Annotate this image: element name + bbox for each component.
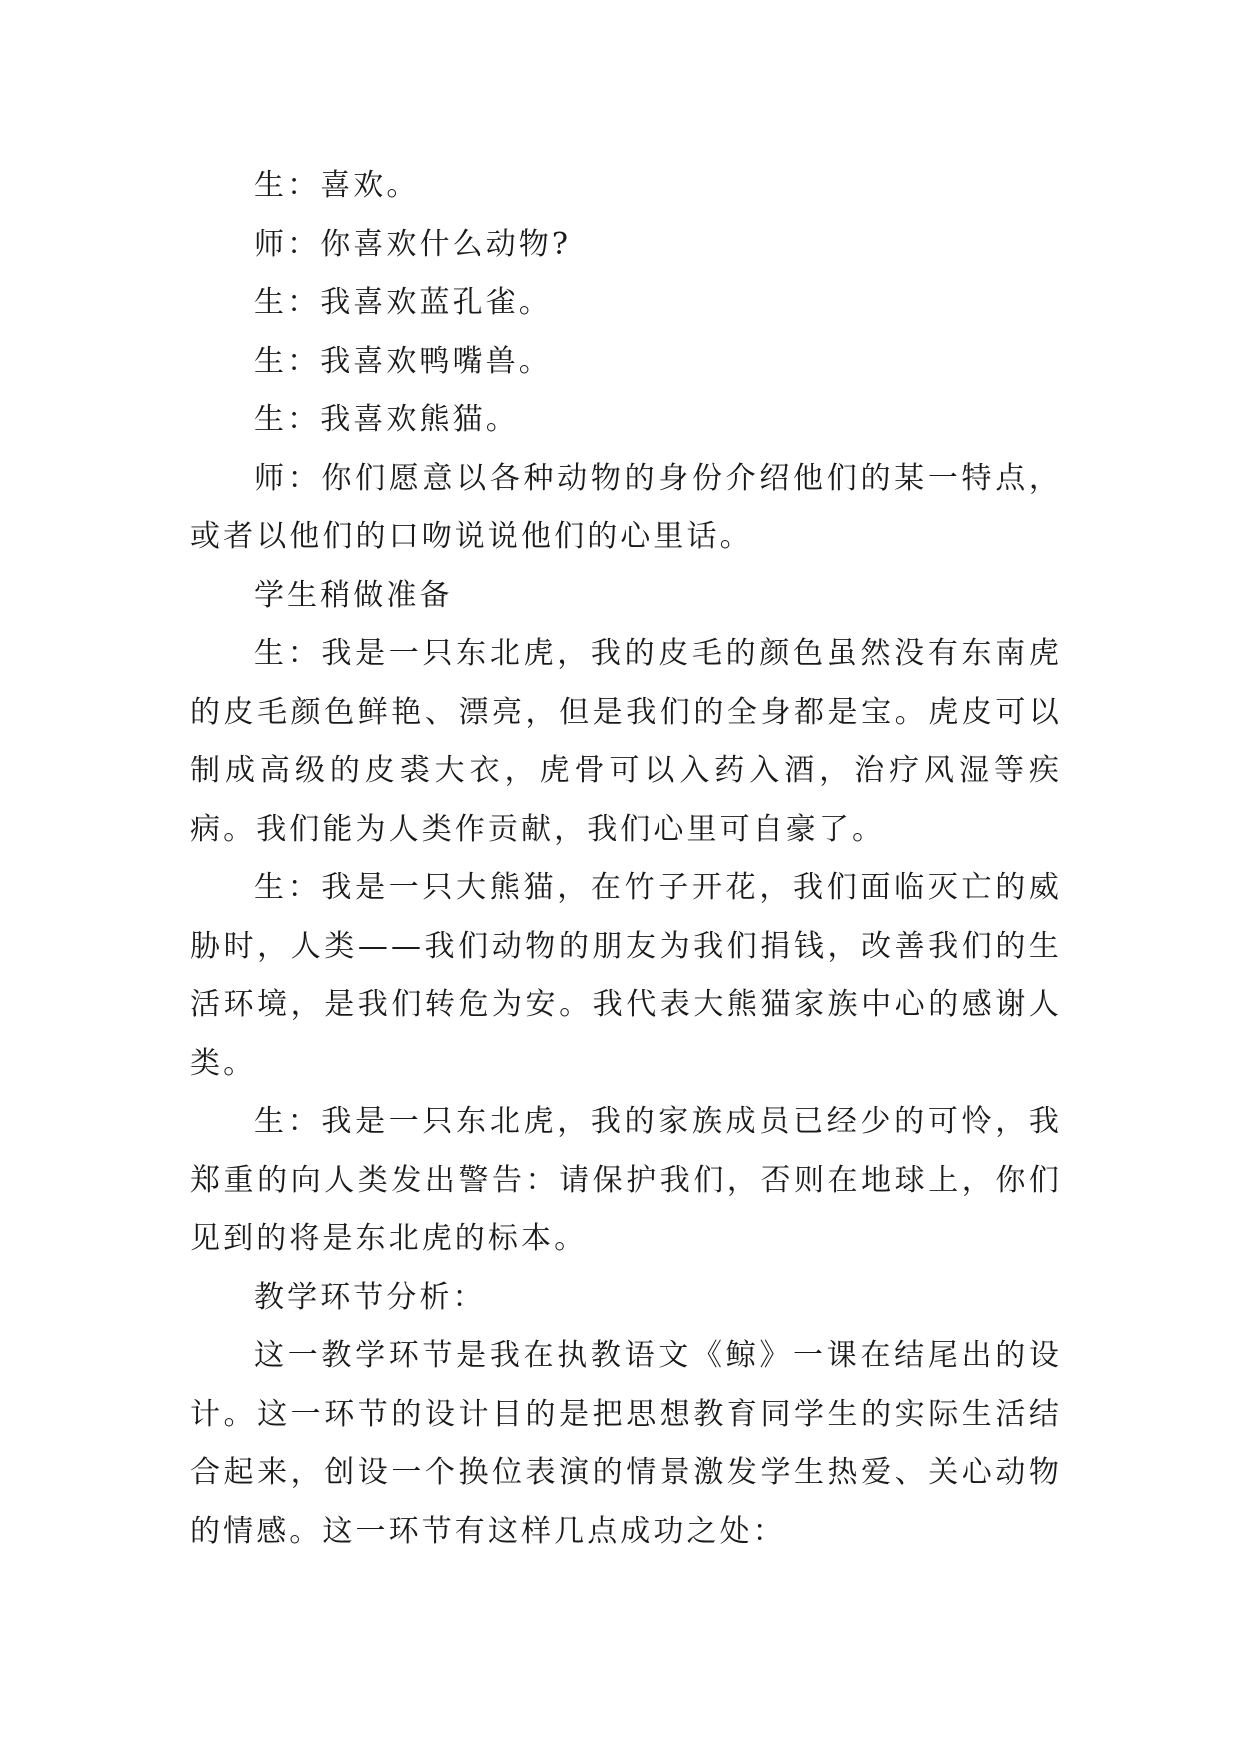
paragraph: 师：你喜欢什么动物? (254, 226, 572, 262)
paragraph: 学生稍做准备 (254, 577, 453, 613)
paragraph: 生：我是一只东北虎，我的皮毛的颜色虽然没有东南虎的皮毛颜色鲜艳、漂亮，但是我们的全身都是宝。虎皮可以制成高级的皮裘大衣，虎骨可以入药入酒，治疗风湿等疾病。我们能为人类作贡献，我们心里可自豪了。 (190, 636, 1062, 847)
paragraph: 生：喜欢。 (254, 168, 420, 203)
paragraph: 生：我是一只大熊猫，在竹子开花，我们面临灭亡的威胁时，人类——我们动物的朋友为我们捐钱，改善我们的生活环境，是我们转危为安。我代表大熊猫家族中心的感谢人类。 (190, 870, 1062, 1081)
paragraph: 生：我喜欢蓝孔雀。 (254, 285, 552, 320)
paragraph: 教学环节分析： (254, 1279, 486, 1315)
paragraph: 生：我喜欢鸭嘴兽。 (254, 343, 552, 379)
paragraph: 师：你们愿意以各种动物的身份介绍他们的某一特点，或者以他们的口吻说说他们的心里话。 (190, 460, 1062, 554)
document-body (190, 157, 1062, 1561)
paragraph: 生：我喜欢熊猫。 (254, 402, 519, 437)
paragraph: 生：我是一只东北虎，我的家族成员已经少的可怜，我郑重的向人类发出警告：请保护我们，否则在地球上，你们见到的将是东北虎的标本。 (190, 1104, 1062, 1256)
paragraph: 这一教学环节是我在执教语文《鲸》一课在结尾出的设计。这一环节的设计目的是把思想教育同学生的实际生活结合起来，创设一个换位表演的情景激发学生热爱、关心动物的情感。这一环节有这样几点成功之处： (190, 1338, 1062, 1549)
